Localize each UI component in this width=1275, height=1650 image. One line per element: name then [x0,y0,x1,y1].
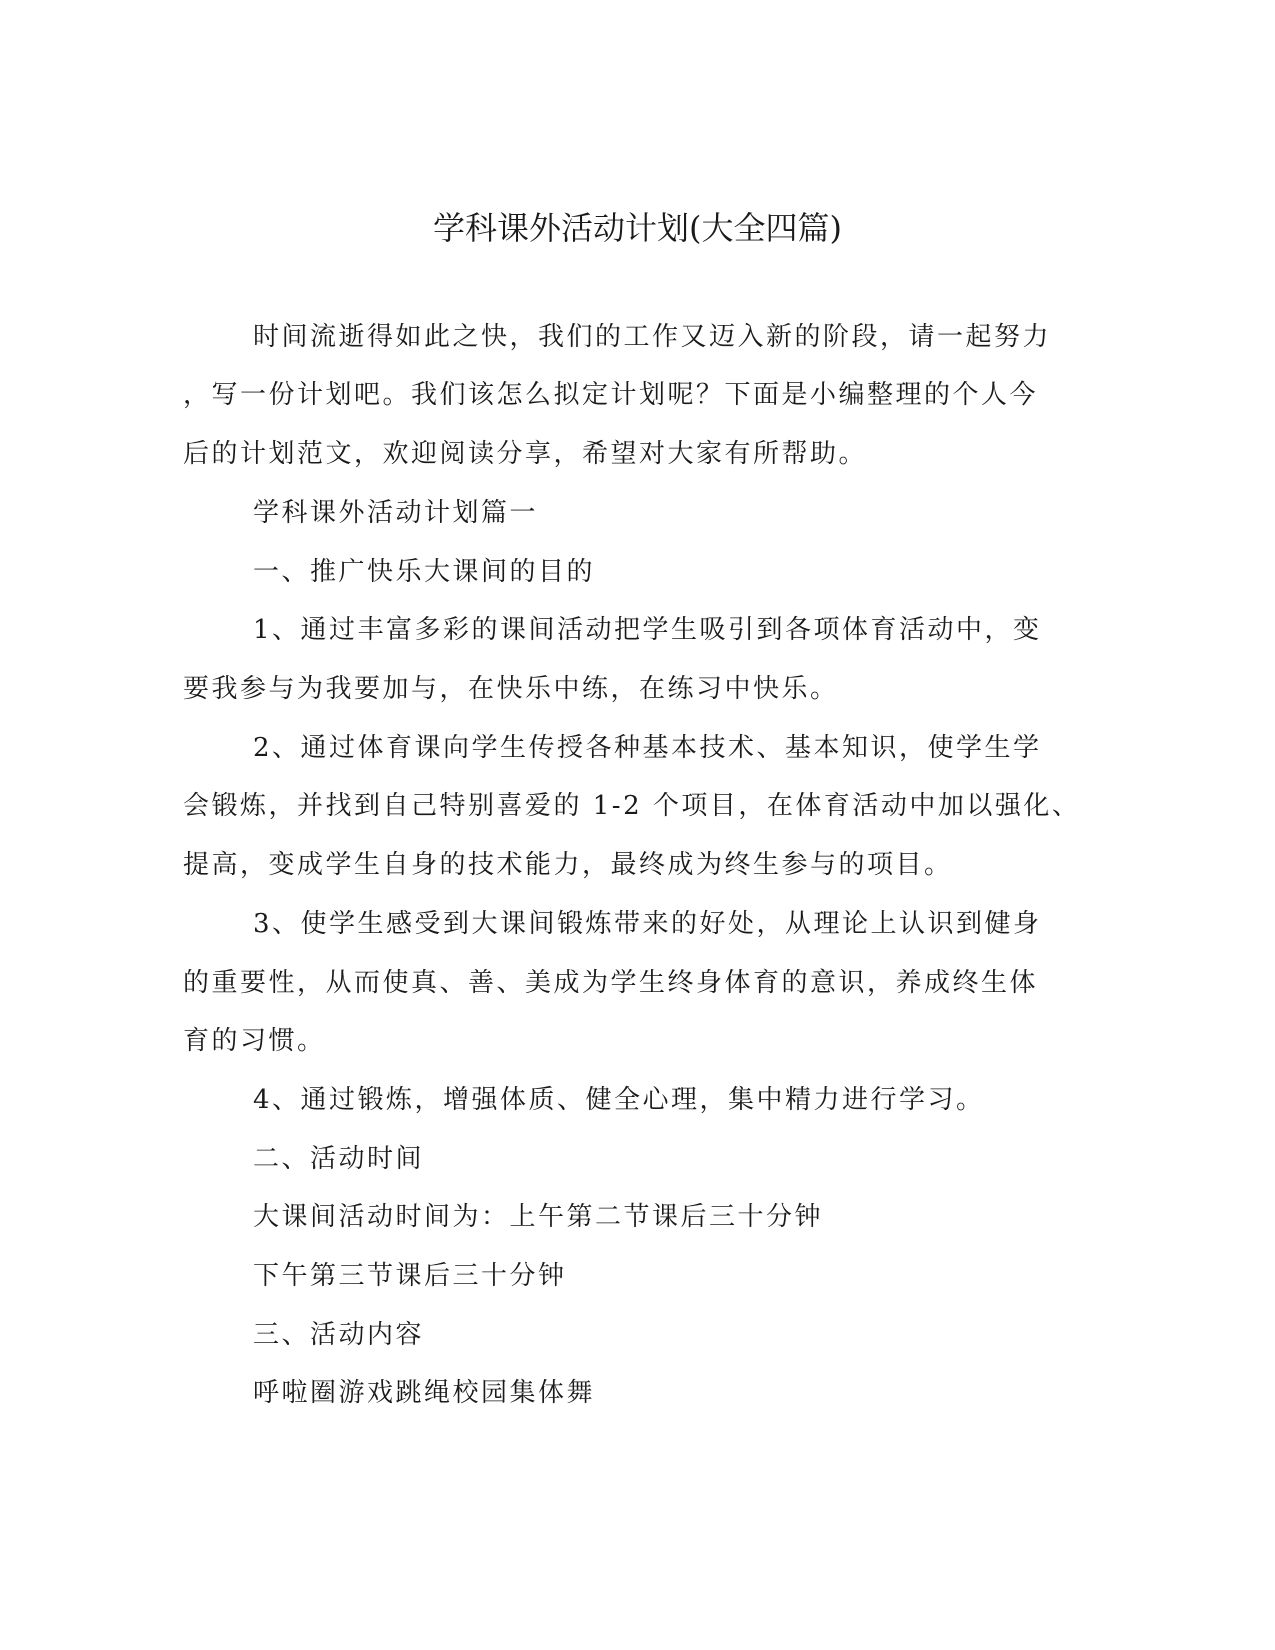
paragraph-line: 3、使学生感受到大课间锻炼带来的好处，从理论上认识到健身 [253,909,1042,939]
paragraph-line: 会锻炼，并找到自己特别喜爱的 1-2 个项目，在体育活动中加以强化、 [183,791,1081,821]
section-heading: 学科课外活动计划篇一 [253,498,539,528]
section-heading: 二、活动时间 [253,1144,425,1174]
paragraph-line: ，写一份计划吧。我们该怎么拟定计划呢？下面是小编整理的个人今 [183,380,1039,410]
paragraph-line: 育的习惯。 [183,1026,326,1056]
document-title: 学科课外活动计划(大全四篇) [433,209,842,247]
paragraph-line: 提高，变成学生自身的技术能力，最终成为终生参与的项目。 [183,850,953,880]
paragraph-line: 1、通过丰富多彩的课间活动把学生吸引到各项体育活动中，变 [253,615,1042,645]
paragraph-line: 的重要性，从而使真、善、美成为学生终身体育的意识，养成终生体 [183,968,1039,998]
paragraph-line: 大课间活动时间为：上午第二节课后三十分钟 [253,1202,824,1232]
paragraph-line: 4、通过锻炼，增强体质、健全心理，集中精力进行学习。 [253,1085,985,1115]
section-heading: 一、推广快乐大课间的目的 [253,557,596,587]
section-heading: 三、活动内容 [253,1320,425,1350]
paragraph-line: 时间流逝得如此之快，我们的工作又迈入新的阶段，请一起努力 [253,322,1052,352]
paragraph-line: 2、通过体育课向学生传授各种基本技术、基本知识，使学生学 [253,733,1042,763]
paragraph-line: 下午第三节课后三十分钟 [253,1261,567,1291]
paragraph-line: 后的计划范文，欢迎阅读分享，希望对大家有所帮助。 [183,439,868,469]
paragraph-line: 要我参与为我要加与，在快乐中练，在练习中快乐。 [183,674,839,704]
paragraph-line: 呼啦圈游戏跳绳校园集体舞 [253,1378,596,1408]
